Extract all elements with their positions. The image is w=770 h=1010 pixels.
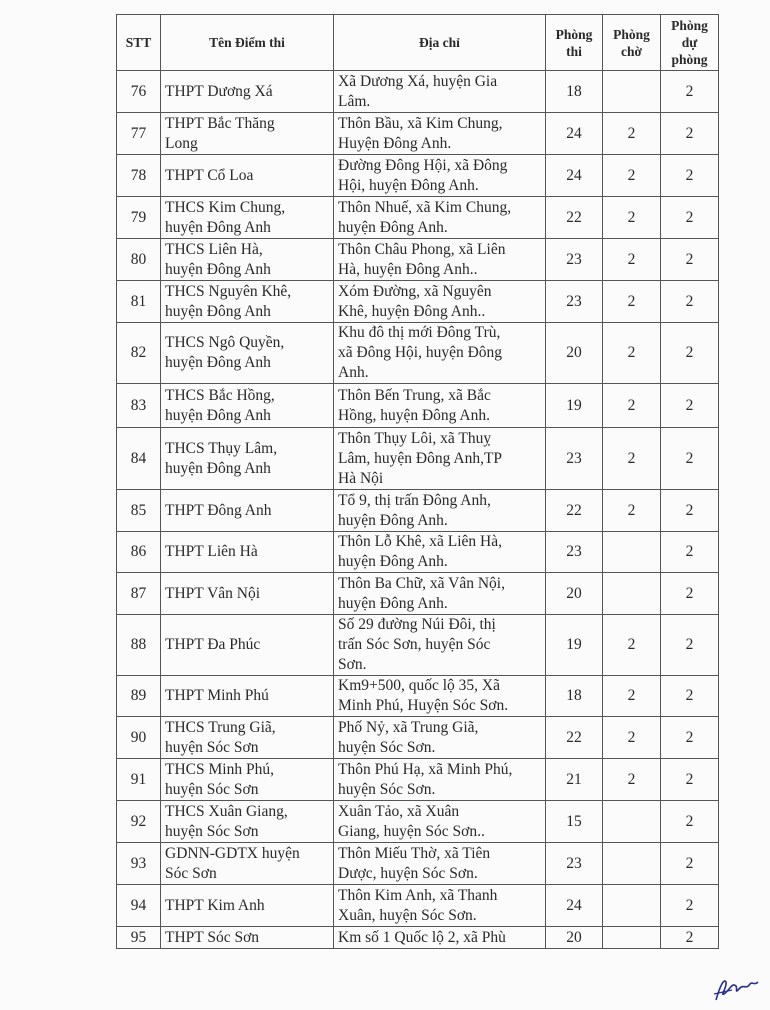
table-row bbox=[117, 927, 719, 949]
handwritten-signature bbox=[712, 972, 760, 1004]
stt-cell: 86 bbox=[117, 532, 161, 573]
venue-name-cell: THCS Minh Phú, huyện Sóc Sơn bbox=[161, 759, 334, 801]
table-header-row bbox=[117, 15, 719, 71]
reserve-rooms-cell: 2 bbox=[661, 843, 719, 885]
address-cell: Xã Dương Xá, huyện Gia Lâm. bbox=[334, 71, 546, 113]
venue-name-cell: THPT Liên Hà bbox=[161, 532, 334, 573]
venue-name-cell: THCS Kim Chung, huyện Đông Anh bbox=[161, 197, 334, 239]
header-waiting-rooms: Phòng chờ bbox=[603, 15, 661, 71]
table-row bbox=[117, 717, 719, 759]
waiting-rooms-cell: 2 bbox=[603, 113, 661, 155]
exam-rooms-cell: 22 bbox=[546, 490, 603, 532]
table-row bbox=[117, 573, 719, 615]
exam-rooms-cell: 20 bbox=[546, 323, 603, 384]
exam-rooms-cell: 21 bbox=[546, 759, 603, 801]
stt-cell: 76 bbox=[117, 71, 161, 113]
stt-cell: 91 bbox=[117, 759, 161, 801]
table-row bbox=[117, 281, 719, 323]
header-stt: STT bbox=[117, 15, 161, 71]
stt-cell: 93 bbox=[117, 843, 161, 885]
address-cell: Thôn Bến Trung, xã Bắc Hồng, huyện Đông Anh. bbox=[334, 384, 546, 428]
waiting-rooms-cell: 2 bbox=[603, 239, 661, 281]
waiting-rooms-cell bbox=[603, 885, 661, 927]
table-row bbox=[117, 885, 719, 927]
address-cell: Km số 1 Quốc lộ 2, xã Phù bbox=[334, 927, 546, 949]
address-cell: Tổ 9, thị trấn Đông Anh, huyện Đông Anh. bbox=[334, 490, 546, 532]
venue-name-cell: THPT Đa Phúc bbox=[161, 615, 334, 676]
venue-name-cell: THPT Sóc Sơn bbox=[161, 927, 334, 949]
reserve-rooms-cell: 2 bbox=[661, 71, 719, 113]
waiting-rooms-cell: 2 bbox=[603, 615, 661, 676]
stt-cell: 95 bbox=[117, 927, 161, 949]
waiting-rooms-cell: 2 bbox=[603, 197, 661, 239]
waiting-rooms-cell: 2 bbox=[603, 759, 661, 801]
reserve-rooms-cell: 2 bbox=[661, 155, 719, 197]
header-exam-rooms: Phòng thi bbox=[546, 15, 603, 71]
waiting-rooms-cell bbox=[603, 843, 661, 885]
address-cell: Thôn Nhuế, xã Kim Chung, huyện Đông Anh. bbox=[334, 197, 546, 239]
stt-cell: 90 bbox=[117, 717, 161, 759]
venue-name-cell: THPT Vân Nội bbox=[161, 573, 334, 615]
exam-rooms-cell: 23 bbox=[546, 428, 603, 490]
table-row bbox=[117, 676, 719, 717]
stt-cell: 80 bbox=[117, 239, 161, 281]
table-row bbox=[117, 801, 719, 843]
exam-rooms-cell: 23 bbox=[546, 843, 603, 885]
reserve-rooms-cell: 2 bbox=[661, 759, 719, 801]
exam-rooms-cell: 23 bbox=[546, 239, 603, 281]
stt-cell: 94 bbox=[117, 885, 161, 927]
address-cell: Phố Nỷ, xã Trung Giã, huyện Sóc Sơn. bbox=[334, 717, 546, 759]
reserve-rooms-cell: 2 bbox=[661, 113, 719, 155]
stt-cell: 79 bbox=[117, 197, 161, 239]
stt-cell: 85 bbox=[117, 490, 161, 532]
exam-rooms-cell: 24 bbox=[546, 155, 603, 197]
venue-name-cell: THPT Minh Phú bbox=[161, 676, 334, 717]
stt-cell: 84 bbox=[117, 428, 161, 490]
reserve-rooms-cell: 2 bbox=[661, 532, 719, 573]
header-reserve-rooms: Phòng dự phòng bbox=[661, 15, 719, 71]
stt-cell: 87 bbox=[117, 573, 161, 615]
table-row bbox=[117, 239, 719, 281]
venue-name-cell: THCS Thụy Lâm, huyện Đông Anh bbox=[161, 428, 334, 490]
table-row bbox=[117, 113, 719, 155]
venue-name-cell: THCS Trung Giã, huyện Sóc Sơn bbox=[161, 717, 334, 759]
table-row bbox=[117, 532, 719, 573]
reserve-rooms-cell: 2 bbox=[661, 384, 719, 428]
table-row bbox=[117, 843, 719, 885]
table-row bbox=[117, 71, 719, 113]
address-cell: Xóm Đường, xã Nguyên Khê, huyện Đông Anh.. bbox=[334, 281, 546, 323]
stt-cell: 88 bbox=[117, 615, 161, 676]
venue-name-cell: THCS Xuân Giang, huyện Sóc Sơn bbox=[161, 801, 334, 843]
waiting-rooms-cell bbox=[603, 71, 661, 113]
waiting-rooms-cell: 2 bbox=[603, 155, 661, 197]
address-cell: Thôn Thụy Lôi, xã Thuỵ Lâm, huyện Đông Anh,TP Hà Nội bbox=[334, 428, 546, 490]
exam-rooms-cell: 24 bbox=[546, 885, 603, 927]
table-row bbox=[117, 490, 719, 532]
reserve-rooms-cell: 2 bbox=[661, 197, 719, 239]
venue-name-cell: THPT Kim Anh bbox=[161, 885, 334, 927]
stt-cell: 92 bbox=[117, 801, 161, 843]
reserve-rooms-cell: 2 bbox=[661, 615, 719, 676]
venue-name-cell: THCS Ngô Quyền, huyện Đông Anh bbox=[161, 323, 334, 384]
address-cell: Thôn Bầu, xã Kim Chung, Huyện Đông Anh. bbox=[334, 113, 546, 155]
venue-name-cell: THPT Cổ Loa bbox=[161, 155, 334, 197]
stt-cell: 83 bbox=[117, 384, 161, 428]
address-cell: Xuân Tảo, xã Xuân Giang, huyện Sóc Sơn.. bbox=[334, 801, 546, 843]
exam-venue-table bbox=[116, 14, 719, 949]
stt-cell: 82 bbox=[117, 323, 161, 384]
venue-name-cell: THPT Dương Xá bbox=[161, 71, 334, 113]
exam-rooms-cell: 23 bbox=[546, 281, 603, 323]
reserve-rooms-cell: 2 bbox=[661, 490, 719, 532]
address-cell: Km9+500, quốc lộ 35, Xã Minh Phú, Huyện Sóc Sơn. bbox=[334, 676, 546, 717]
exam-rooms-cell: 19 bbox=[546, 615, 603, 676]
header-name: Tên Điểm thi bbox=[161, 15, 334, 71]
reserve-rooms-cell: 2 bbox=[661, 885, 719, 927]
venue-name-cell: THCS Liên Hà, huyện Đông Anh bbox=[161, 239, 334, 281]
table-row bbox=[117, 323, 719, 384]
waiting-rooms-cell bbox=[603, 573, 661, 615]
address-cell: Thôn Ba Chữ, xã Vân Nội, huyện Đông Anh. bbox=[334, 573, 546, 615]
venue-name-cell: THCS Nguyên Khê, huyện Đông Anh bbox=[161, 281, 334, 323]
reserve-rooms-cell: 2 bbox=[661, 801, 719, 843]
exam-rooms-cell: 20 bbox=[546, 573, 603, 615]
table-row bbox=[117, 197, 719, 239]
exam-rooms-cell: 20 bbox=[546, 927, 603, 949]
exam-rooms-cell: 24 bbox=[546, 113, 603, 155]
exam-rooms-cell: 15 bbox=[546, 801, 603, 843]
exam-rooms-cell: 23 bbox=[546, 532, 603, 573]
reserve-rooms-cell: 2 bbox=[661, 428, 719, 490]
stt-cell: 77 bbox=[117, 113, 161, 155]
table-row bbox=[117, 428, 719, 490]
exam-rooms-cell: 18 bbox=[546, 71, 603, 113]
waiting-rooms-cell: 2 bbox=[603, 323, 661, 384]
address-cell: Thôn Châu Phong, xã Liên Hà, huyện Đông Anh.. bbox=[334, 239, 546, 281]
table-row bbox=[117, 615, 719, 676]
venue-name-cell: THCS Bắc Hồng, huyện Đông Anh bbox=[161, 384, 334, 428]
table-row bbox=[117, 155, 719, 197]
exam-rooms-cell: 18 bbox=[546, 676, 603, 717]
address-cell: Đường Đông Hội, xã Đông Hội, huyện Đông Anh. bbox=[334, 155, 546, 197]
waiting-rooms-cell: 2 bbox=[603, 676, 661, 717]
stt-cell: 89 bbox=[117, 676, 161, 717]
venue-name-cell: THPT Bắc Thăng Long bbox=[161, 113, 334, 155]
waiting-rooms-cell: 2 bbox=[603, 717, 661, 759]
table-row bbox=[117, 384, 719, 428]
reserve-rooms-cell: 2 bbox=[661, 573, 719, 615]
waiting-rooms-cell: 2 bbox=[603, 490, 661, 532]
waiting-rooms-cell: 2 bbox=[603, 384, 661, 428]
address-cell: Khu đô thị mới Đông Trù, xã Đông Hội, huyện Đông Anh. bbox=[334, 323, 546, 384]
reserve-rooms-cell: 2 bbox=[661, 281, 719, 323]
reserve-rooms-cell: 2 bbox=[661, 323, 719, 384]
waiting-rooms-cell: 2 bbox=[603, 281, 661, 323]
address-cell: Thôn Kim Anh, xã Thanh Xuân, huyện Sóc Sơn. bbox=[334, 885, 546, 927]
address-cell: Thôn Phú Hạ, xã Minh Phú, huyện Sóc Sơn. bbox=[334, 759, 546, 801]
reserve-rooms-cell: 2 bbox=[661, 676, 719, 717]
stt-cell: 81 bbox=[117, 281, 161, 323]
waiting-rooms-cell: 2 bbox=[603, 428, 661, 490]
exam-rooms-cell: 22 bbox=[546, 717, 603, 759]
venue-name-cell: THPT Đông Anh bbox=[161, 490, 334, 532]
address-cell: Thôn Lỗ Khê, xã Liên Hà, huyện Đông Anh. bbox=[334, 532, 546, 573]
reserve-rooms-cell: 2 bbox=[661, 927, 719, 949]
venue-name-cell: GDNN-GDTX huyện Sóc Sơn bbox=[161, 843, 334, 885]
waiting-rooms-cell bbox=[603, 801, 661, 843]
header-address: Địa chỉ bbox=[334, 15, 546, 71]
reserve-rooms-cell: 2 bbox=[661, 239, 719, 281]
table-row bbox=[117, 759, 719, 801]
exam-rooms-cell: 19 bbox=[546, 384, 603, 428]
waiting-rooms-cell bbox=[603, 532, 661, 573]
address-cell: Số 29 đường Núi Đôi, thị trấn Sóc Sơn, huyện Sóc Sơn. bbox=[334, 615, 546, 676]
waiting-rooms-cell bbox=[603, 927, 661, 949]
address-cell: Thôn Miếu Thờ, xã Tiên Dược, huyện Sóc Sơn. bbox=[334, 843, 546, 885]
reserve-rooms-cell: 2 bbox=[661, 717, 719, 759]
stt-cell: 78 bbox=[117, 155, 161, 197]
exam-rooms-cell: 22 bbox=[546, 197, 603, 239]
